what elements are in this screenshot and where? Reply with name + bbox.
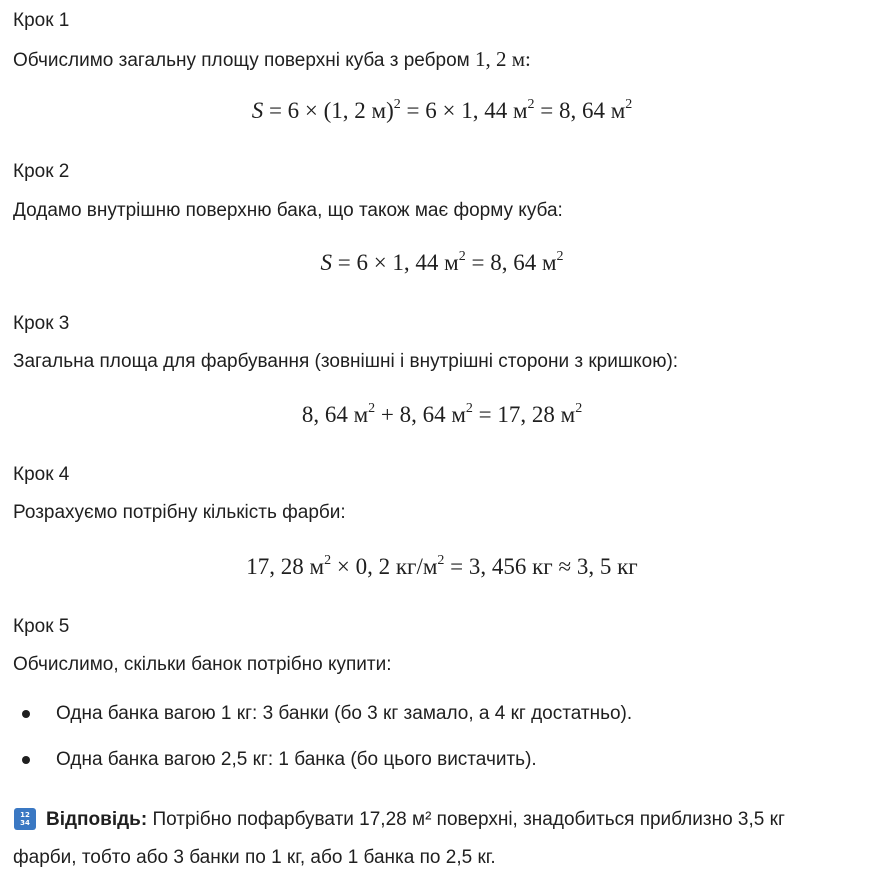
step-1-text [13,47,531,73]
formula-part: = 6 × 1, 44 м [331,250,459,275]
step-3-formula [0,400,884,430]
step-1-title: Крок 1 [13,10,70,31]
formula-part: × 0, 2 кг/м [331,554,438,579]
step-1-text-content: Обчислимо загальну площу поверхні куба з ребром [13,50,470,71]
bullet-dot-icon [22,756,30,764]
step-2-formula [0,248,884,278]
formula-sup: 2 [458,249,466,264]
formula-part: = 3, 456 кг ≈ 3, 5 кг [444,554,638,579]
step-5-text: Обчислимо, скільки банок потрібно купити: [13,654,392,675]
formula-part: + 8, 64 м [375,402,466,427]
formula-var: S [251,98,264,123]
step-3-text: Загальна площа для фарбування (зовнішні і внутрішні сторони з кришкою): [13,351,679,372]
formula-part: = 6 × (1, 2 м) [263,98,394,123]
step-4-title: Крок 4 [13,464,70,485]
answer-text-1: Потрібно пофарбувати 17,28 м² поверхні, знадобиться приблизно 3,5 кг [147,809,785,830]
formula-sup: 2 [437,553,445,568]
formula-part: 8, 64 м [301,402,369,427]
step-4-text: Розрахуємо потрібну кількість фарби: [13,502,346,523]
answer-label: Відповідь: [46,809,148,830]
formula-sup: 2 [324,553,332,568]
list-item-text: Одна банка вагою 2,5 кг: 1 банка (бо цього вистачить). [56,749,537,770]
formula-part: = 6 × 1, 44 м [400,98,528,123]
formula-sup: 2 [465,401,473,416]
step-1-formula [0,96,884,126]
formula-sup: 2 [368,401,376,416]
formula-part: = 8, 64 м [534,98,626,123]
step-5-title: Крок 5 [13,616,70,637]
formula-part: = 8, 64 м [465,250,557,275]
step-1-inline-math: 1, 2 м: [475,47,531,71]
step-2-text: Додамо внутрішню поверхню бака, що також має форму куба: [13,200,563,221]
formula-part: 17, 28 м [246,554,325,579]
icon-glyph-bottom: 34 [20,819,30,827]
numbers-1234-icon [14,808,36,830]
formula-var: S [320,250,332,275]
formula-sup: 2 [556,249,564,264]
formula-sup: 2 [575,401,583,416]
list-item-text: Одна банка вагою 1 кг: 3 банки (бо 3 кг замало, а 4 кг достатньо). [56,703,633,724]
bullet-dot-icon [22,710,30,718]
answer-line-2: фарби, тобто або 3 банки по 1 кг, або 1 банка по 2,5 кг. [13,847,496,868]
answer-line-1 [46,808,785,832]
step-4-formula [0,552,884,582]
formula-sup: 2 [393,97,401,112]
icon-glyph-top: 12 [20,811,30,819]
formula-part: = 17, 28 м [472,402,576,427]
step-3-title: Крок 3 [13,313,70,334]
formula-sup: 2 [625,97,633,112]
step-2-title: Крок 2 [13,161,70,182]
formula-sup: 2 [527,97,535,112]
